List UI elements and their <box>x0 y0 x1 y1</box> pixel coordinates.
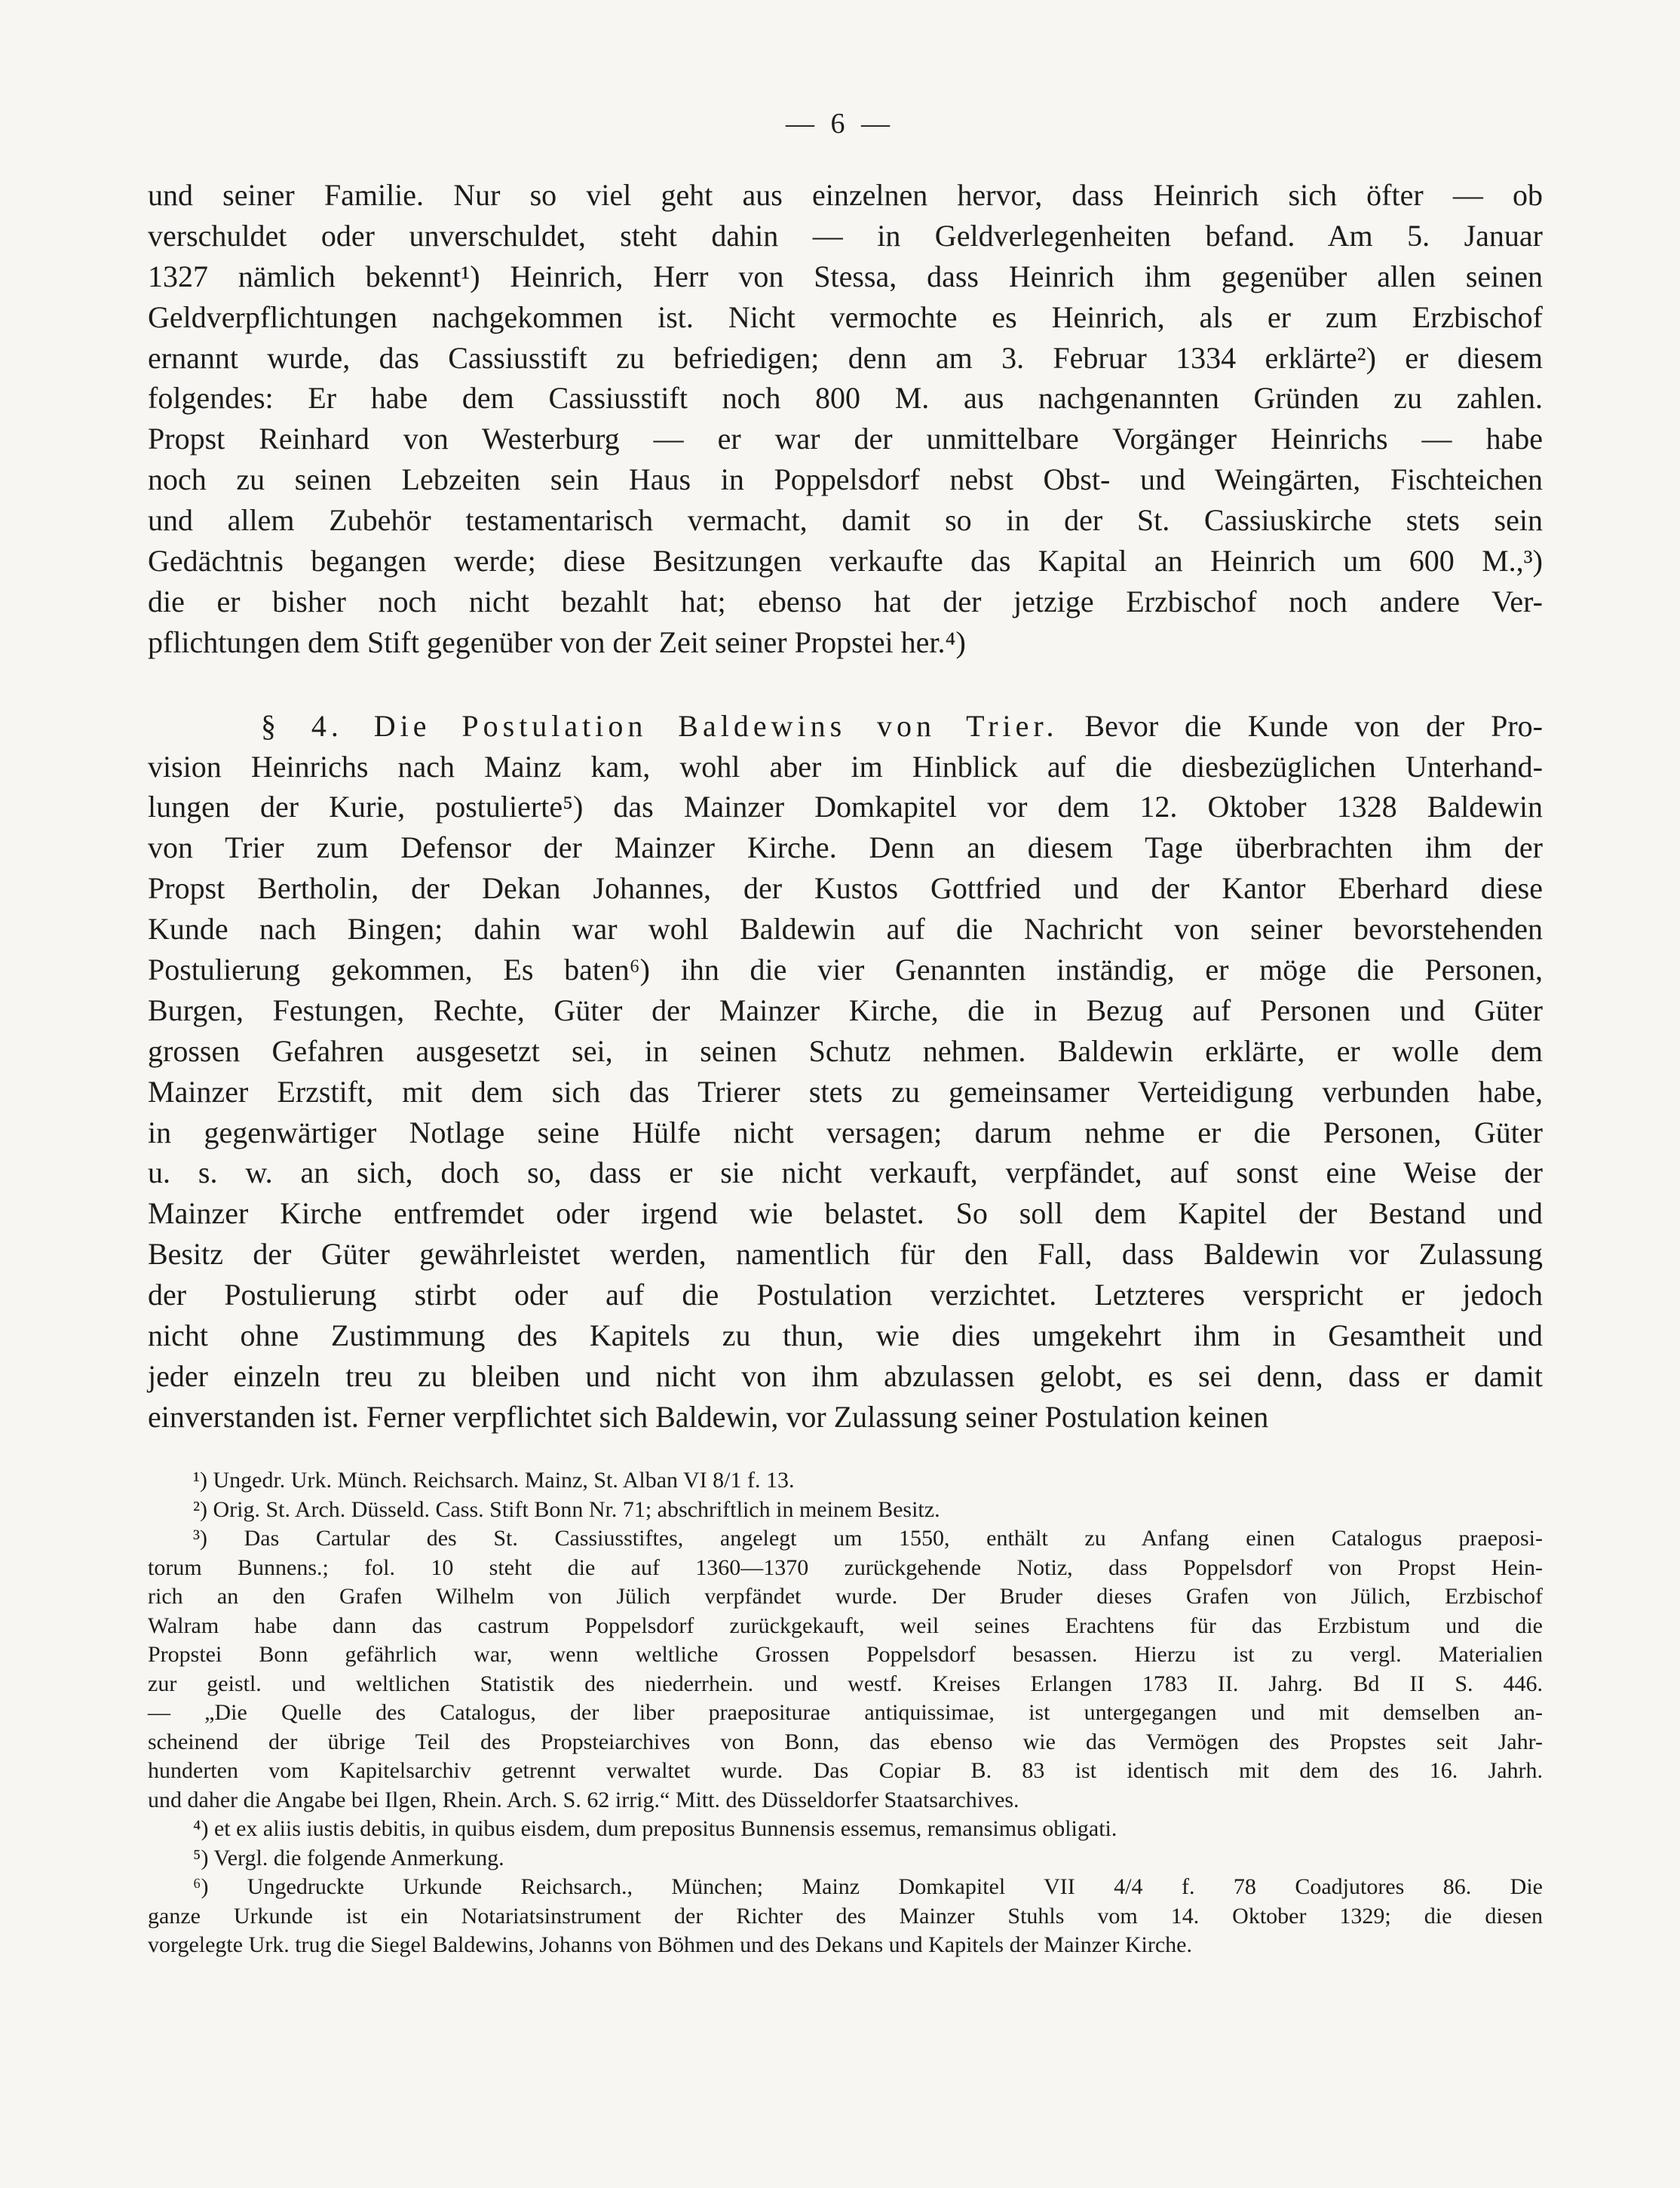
paragraph-1 <box>148 175 1543 663</box>
text-line: noch zu seinen Lebzeiten sein Haus in Poppelsdorf nebst Obst- und Weingärten, Fischteichen <box>148 462 1543 497</box>
text-line: ernannt wurde, das Cassiusstift zu befriedigen; denn am 3. Februar 1334 erklärte²) er diesem <box>148 340 1543 375</box>
text-line: Geldverpflichtungen nachgekommen ist. Nicht vermochte es Heinrich, als er zum Erzbischof <box>148 299 1543 334</box>
footnote-line: zur geistl. und weltlichen Statistik des niederrhein. und westf. Kreises Erlangen 1783 II. Jahrg. Bd II S. 446. <box>148 1671 1543 1696</box>
text-line: verschuldet oder unverschuldet, steht dahin — in Geldverlegenheiten befand. Am 5. Januar <box>148 218 1543 253</box>
text-line: und seiner Familie. Nur so viel geht aus einzelnen hervor, dass Heinrich sich öfter — ob <box>148 178 1543 212</box>
text-line: folgendes: Er habe dem Cassiusstift noch 800 M. aus nachgenannten Gründen zu zahlen. <box>148 381 1543 416</box>
text-line: Propst Reinhard von Westerburg — er war der unmittelbare Vorgänger Heinrichs — habe <box>148 422 1543 456</box>
text-line: in gegenwärtiger Notlage seine Hülfe nicht versagen; darum nehme er die Personen, Güter <box>148 1115 1543 1149</box>
footnote-2 <box>148 1496 1543 1525</box>
footnote-line: Propstei Bonn gefährlich war, wenn weltliche Grossen Poppelsdorf besassen. Hierzu ist zu vergl. Materialien <box>148 1642 1543 1667</box>
text-line: Mainzer Kirche entfremdet oder irgend wie belastet. So soll dem Kapitel der Bestand und <box>148 1196 1543 1231</box>
footnotes <box>148 1466 1543 1960</box>
text-line: einverstanden ist. Ferner verpflichtet sich Baldewin, vor Zulassung seiner Postulation keinen <box>148 1399 1269 1434</box>
footnote-6 <box>148 1873 1543 1960</box>
footnote-line: Walram habe dann das castrum Poppelsdorf zurückgekauft, weil seines Erachtens für das Erzbistum und die <box>148 1613 1543 1638</box>
footnote-line: ⁶) Ungedruckte Urkunde Reichsarch., München; Mainz Domkapitel VII 4/4 f. 78 Coadjutores 86. Die <box>193 1874 1543 1899</box>
text-line-rest: Bevor die Kunde von der Pro- <box>1058 708 1543 743</box>
footnote-3 <box>148 1524 1543 1815</box>
text-line: Burgen, Festungen, Rechte, Güter der Mainzer Kirche, die in Bezug auf Personen und Güter <box>148 993 1543 1027</box>
text-line: Kunde nach Bingen; dahin war wohl Baldewin auf die Nachricht von seiner bevorstehenden <box>148 912 1543 947</box>
footnote-1 <box>148 1466 1543 1496</box>
text-line: Besitz der Güter gewährleistet werden, namentlich für den Fall, dass Baldewin vor Zulassung <box>148 1237 1543 1272</box>
footnote-line: ⁴) et ex aliis iustis debitis, in quibus eisdem, dum prepositus Bunnensis essemus, remansimus obligati. <box>193 1816 1117 1841</box>
footnote-4 <box>148 1815 1543 1844</box>
text-line: grossen Gefahren ausgesetzt sei, in seinen Schutz nehmen. Baldewin erklärte, er wolle dem <box>148 1033 1543 1068</box>
text-line: Mainzer Erzstift, mit dem sich das Trierer stets zu gemeinsamer Verteidigung verbunden habe, <box>148 1074 1543 1109</box>
footnote-line: ³) Das Cartular des St. Cassiusstiftes, angelegt um 1550, enthält zu Anfang einen Catalogus praeposi- <box>193 1526 1543 1551</box>
footnote-line: torum Bunnens.; fol. 10 steht die auf 1360—1370 zurückgehende Notiz, dass Poppelsdorf von Propst Hein- <box>148 1554 1543 1580</box>
footnote-line: — „Die Quelle des Catalogus, der liber praepositurae antiquissimae, ist untergegangen und mit demselben an- <box>148 1700 1543 1725</box>
footnote-5 <box>148 1844 1543 1873</box>
footnote-line: vorgelegte Urk. trug die Siegel Baldewins, Johanns von Böhmen und des Dekans und Kapitels der Mainzer Kirche. <box>148 1932 1192 1957</box>
text-line: vision Heinrichs nach Mainz kam, wohl aber im Hinblick auf die diesbezüglichen Unterhand- <box>148 749 1543 784</box>
text-line: von Trier zum Defensor der Mainzer Kirche. Denn an diesem Tage überbrachten ihm der <box>148 830 1543 865</box>
text-line: jeder einzeln treu zu bleiben und nicht von ihm abzulassen gelobt, es sei denn, dass er damit <box>148 1358 1543 1393</box>
main-text <box>148 175 1543 1438</box>
footnote-line: hunderten vom Kapitelsarchiv getrennt verwaltet wurde. Das Copiar B. 83 ist identisch mit dem des 16. Jahrh. <box>148 1758 1543 1783</box>
footnote-line: rich an den Grafen Wilhelm von Jülich verpfändet wurde. Der Bruder dieses Grafen von Jülich, Erzbischof <box>148 1584 1543 1609</box>
paragraph-2 <box>148 706 1543 1438</box>
footnote-line: und daher die Angabe bei Ilgen, Rhein. Arch. S. 62 irrig.“ Mitt. des Düsseldorfer Staatsarchives. <box>148 1787 1019 1812</box>
text-line: 1327 nämlich bekennt¹) Heinrich, Herr von Stessa, dass Heinrich ihm gegenüber allen seinen <box>148 259 1543 293</box>
text-line: der Postulierung stirbt oder auf die Postulation verzichtet. Letzteres verspricht er jedoch <box>148 1278 1543 1312</box>
footnote-line: ⁵) Vergl. die folgende Anmerkung. <box>193 1845 504 1870</box>
footnote-line: ¹) Ungedr. Urk. Münch. Reichsarch. Mainz, St. Alban VI 8/1 f. 13. <box>193 1468 795 1493</box>
text-line: Gedächtnis begangen werde; diese Besitzungen verkaufte das Kapital an Heinrich um 600 M.,³) <box>148 544 1543 578</box>
text-line: und allem Zubehör testamentarisch vermacht, damit so in der St. Cassiuskirche stets sein <box>148 503 1543 538</box>
text-line: pflichtungen dem Stift gegenüber von der Zeit seiner Propstei her.⁴) <box>148 624 966 659</box>
text-line: Postulierung gekommen, Es baten⁶) ihn die vier Genannten inständig, er möge die Personen, <box>148 953 1543 987</box>
text-line: u. s. w. an sich, doch so, dass er sie nicht verkauft, verpfändet, auf sonst eine Weise der <box>148 1155 1543 1190</box>
footnote-line: scheinend der übrige Teil des Propsteiarchives von Bonn, das ebenso wie das Vermögen des Propstes seit Jahr- <box>148 1729 1543 1754</box>
section-heading: § 4. Die Postulation Baldewins von Trier. <box>261 708 1059 743</box>
page-number: — 6 — <box>786 108 894 140</box>
text-line <box>148 706 1543 747</box>
text-line: nicht ohne Zustimmung des Kapitels zu thun, wie dies umgekehrt ihm in Gesamtheit und <box>148 1318 1543 1353</box>
footnote-line: ²) Orig. St. Arch. Düsseld. Cass. Stift Bonn Nr. 71; abschriftlich in meinem Besitz. <box>193 1496 940 1522</box>
footnote-line: ganze Urkunde ist ein Notariatsinstrument der Richter des Mainzer Stuhls vom 14. Oktober 1329; die diesen <box>148 1903 1543 1929</box>
text-line: die er bisher noch nicht bezahlt hat; ebenso hat der jetzige Erzbischof noch andere Ver- <box>148 584 1543 618</box>
text-line: Propst Bertholin, der Dekan Johannes, der Kustos Gottfried und der Kantor Eberhard diese <box>148 871 1543 906</box>
text-line: lungen der Kurie, postulierte⁵) das Mainzer Domkapitel vor dem 12. Oktober 1328 Baldewin <box>148 790 1543 824</box>
